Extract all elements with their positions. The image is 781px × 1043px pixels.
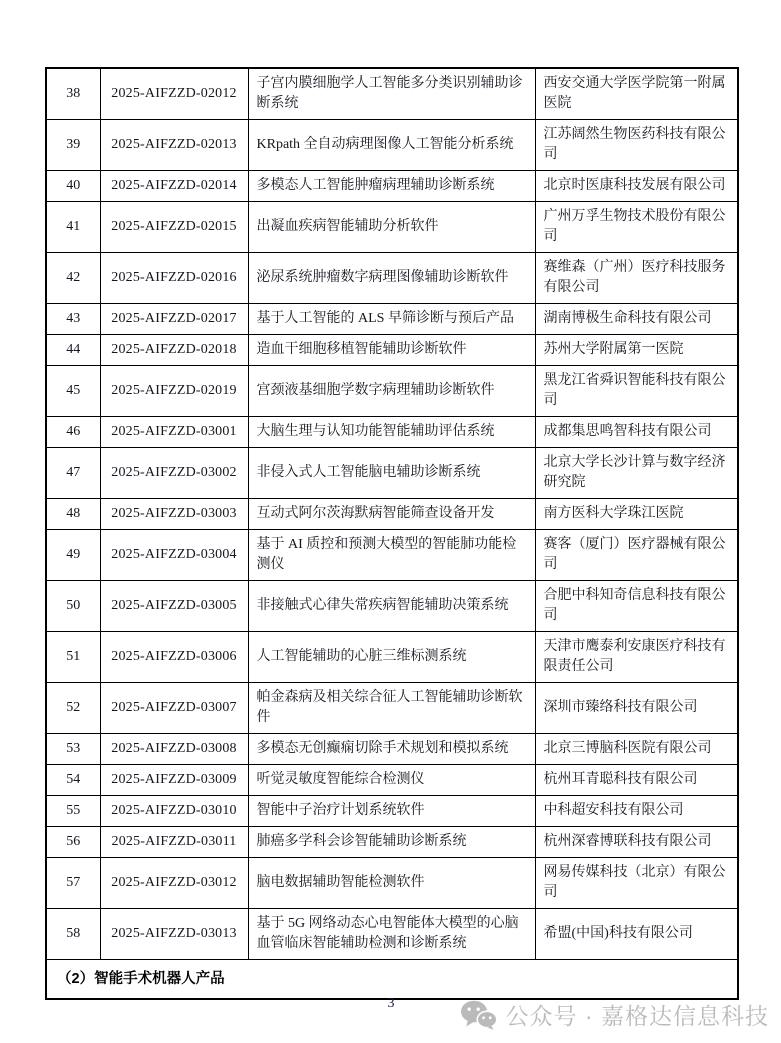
product-name-cell: 大脑生理与认知功能智能辅助评估系统 <box>248 417 535 448</box>
company-name-cell: 网易传媒科技（北京）有限公司 <box>535 858 738 909</box>
product-id-cell: 2025-AIFZZD-03013 <box>100 909 248 960</box>
page-number: 3 <box>387 996 395 1011</box>
company-name-cell: 赛维森（广州）医疗科技服务有限公司 <box>535 253 738 304</box>
table-row <box>46 202 738 253</box>
product-id-cell: 2025-AIFZZD-03003 <box>100 499 248 530</box>
table-row <box>46 909 738 960</box>
product-name-cell: 智能中子治疗计划系统软件 <box>248 796 535 827</box>
product-id-cell: 2025-AIFZZD-03007 <box>100 683 248 734</box>
company-name-cell: 北京大学长沙计算与数字经济研究院 <box>535 448 738 499</box>
product-name-cell: 基于 5G 网络动态心电智能体大模型的心脑血管临床智能辅助检测和诊断系统 <box>248 909 535 960</box>
table-row <box>46 448 738 499</box>
row-number-cell: 46 <box>46 417 100 448</box>
table-row <box>46 530 738 581</box>
product-name-cell: KRpath 全自动病理图像人工智能分析系统 <box>248 120 535 171</box>
row-number-cell: 45 <box>46 366 100 417</box>
company-name-cell: 成都集思鸣智科技有限公司 <box>535 417 738 448</box>
row-number-cell: 51 <box>46 632 100 683</box>
row-number-cell: 40 <box>46 171 100 202</box>
product-id-cell: 2025-AIFZZD-02013 <box>100 120 248 171</box>
company-name-cell: 北京三博脑科医院有限公司 <box>535 734 738 765</box>
product-name-cell: 造血干细胞移植智能辅助诊断软件 <box>248 335 535 366</box>
row-number-cell: 54 <box>46 765 100 796</box>
product-name-cell: 出凝血疾病智能辅助分析软件 <box>248 202 535 253</box>
row-number-cell: 38 <box>46 68 100 120</box>
product-name-cell: 基于人工智能的 ALS 早筛诊断与预后产品 <box>248 304 535 335</box>
product-id-cell: 2025-AIFZZD-03002 <box>100 448 248 499</box>
table-row <box>46 765 738 796</box>
row-number-cell: 49 <box>46 530 100 581</box>
company-name-cell: 天津市鹰泰利安康医疗科技有限责任公司 <box>535 632 738 683</box>
product-name-cell: 肺癌多学科会诊智能辅助诊断系统 <box>248 827 535 858</box>
table-row <box>46 335 738 366</box>
company-name-cell: 黑龙江省舜识智能科技有限公司 <box>535 366 738 417</box>
table-row <box>46 68 738 120</box>
product-name-cell: 基于 AI 质控和预测大模型的智能肺功能检测仪 <box>248 530 535 581</box>
product-id-cell: 2025-AIFZZD-03010 <box>100 796 248 827</box>
company-name-cell: 希盟(中国)科技有限公司 <box>535 909 738 960</box>
product-name-cell: 多模态无创癫痫切除手术规划和模拟系统 <box>248 734 535 765</box>
row-number-cell: 43 <box>46 304 100 335</box>
product-id-cell: 2025-AIFZZD-03012 <box>100 858 248 909</box>
product-id-cell: 2025-AIFZZD-03008 <box>100 734 248 765</box>
product-id-cell: 2025-AIFZZD-02014 <box>100 171 248 202</box>
table-row <box>46 734 738 765</box>
watermark-text: 公众号 · 嘉格达信息科技 <box>505 1003 769 1029</box>
company-name-cell: 北京时医康科技发展有限公司 <box>535 171 738 202</box>
section-heading-row <box>46 960 738 1000</box>
product-name-cell: 非接触式心律失常疾病智能辅助决策系统 <box>248 581 535 632</box>
table-row <box>46 171 738 202</box>
row-number-cell: 47 <box>46 448 100 499</box>
row-number-cell: 50 <box>46 581 100 632</box>
table-row <box>46 683 738 734</box>
section-heading-text: （2）智能手术机器人产品 <box>46 960 738 1000</box>
table-row <box>46 827 738 858</box>
product-name-cell: 宫颈液基细胞学数字病理辅助诊断软件 <box>248 366 535 417</box>
product-table-body <box>46 68 738 999</box>
company-name-cell: 广州万孚生物技术股份有限公司 <box>535 202 738 253</box>
table-row <box>46 304 738 335</box>
product-name-cell: 子宫内膜细胞学人工智能多分类识别辅助诊断系统 <box>248 68 535 120</box>
approved-products-table <box>45 67 739 1000</box>
table-row <box>46 858 738 909</box>
product-id-cell: 2025-AIFZZD-02012 <box>100 68 248 120</box>
table-row <box>46 499 738 530</box>
row-number-cell: 44 <box>46 335 100 366</box>
product-id-cell: 2025-AIFZZD-03011 <box>100 827 248 858</box>
row-number-cell: 41 <box>46 202 100 253</box>
row-number-cell: 55 <box>46 796 100 827</box>
product-name-cell: 脑电数据辅助智能检测软件 <box>248 858 535 909</box>
watermark <box>460 998 769 1031</box>
product-name-cell: 互动式阿尔茨海默病智能筛查设备开发 <box>248 499 535 530</box>
product-id-cell: 2025-AIFZZD-02017 <box>100 304 248 335</box>
product-name-cell: 听觉灵敏度智能综合检测仪 <box>248 765 535 796</box>
table-row <box>46 366 738 417</box>
product-id-cell: 2025-AIFZZD-02016 <box>100 253 248 304</box>
company-name-cell: 深圳市臻络科技有限公司 <box>535 683 738 734</box>
product-name-cell: 泌尿系统肿瘤数字病理图像辅助诊断软件 <box>248 253 535 304</box>
company-name-cell: 湖南博极生命科技有限公司 <box>535 304 738 335</box>
company-name-cell: 杭州深睿博联科技有限公司 <box>535 827 738 858</box>
table-row <box>46 581 738 632</box>
company-name-cell: 中科超安科技有限公司 <box>535 796 738 827</box>
company-name-cell: 合肥中科知奇信息科技有限公司 <box>535 581 738 632</box>
product-id-cell: 2025-AIFZZD-03004 <box>100 530 248 581</box>
table-row <box>46 120 738 171</box>
table-row <box>46 253 738 304</box>
product-name-cell: 帕金森病及相关综合征人工智能辅助诊断软件 <box>248 683 535 734</box>
row-number-cell: 39 <box>46 120 100 171</box>
product-id-cell: 2025-AIFZZD-03009 <box>100 765 248 796</box>
product-name-cell: 非侵入式人工智能脑电辅助诊断系统 <box>248 448 535 499</box>
product-id-cell: 2025-AIFZZD-03006 <box>100 632 248 683</box>
row-number-cell: 48 <box>46 499 100 530</box>
row-number-cell: 56 <box>46 827 100 858</box>
company-name-cell: 杭州耳青聪科技有限公司 <box>535 765 738 796</box>
company-name-cell: 江苏阔然生物医药科技有限公司 <box>535 120 738 171</box>
wechat-icon <box>460 1000 497 1030</box>
product-name-cell: 多模态人工智能肿瘤病理辅助诊断系统 <box>248 171 535 202</box>
row-number-cell: 53 <box>46 734 100 765</box>
product-id-cell: 2025-AIFZZD-02019 <box>100 366 248 417</box>
product-name-cell: 人工智能辅助的心脏三维标测系统 <box>248 632 535 683</box>
product-id-cell: 2025-AIFZZD-02015 <box>100 202 248 253</box>
company-name-cell: 苏州大学附属第一医院 <box>535 335 738 366</box>
row-number-cell: 52 <box>46 683 100 734</box>
product-id-cell: 2025-AIFZZD-03001 <box>100 417 248 448</box>
table-row <box>46 796 738 827</box>
product-id-cell: 2025-AIFZZD-02018 <box>100 335 248 366</box>
row-number-cell: 57 <box>46 858 100 909</box>
company-name-cell: 西安交通大学医学院第一附属医院 <box>535 68 738 120</box>
product-id-cell: 2025-AIFZZD-03005 <box>100 581 248 632</box>
company-name-cell: 南方医科大学珠江医院 <box>535 499 738 530</box>
row-number-cell: 58 <box>46 909 100 960</box>
table-row <box>46 417 738 448</box>
row-number-cell: 42 <box>46 253 100 304</box>
company-name-cell: 赛客（厦门）医疗器械有限公司 <box>535 530 738 581</box>
table-row <box>46 632 738 683</box>
